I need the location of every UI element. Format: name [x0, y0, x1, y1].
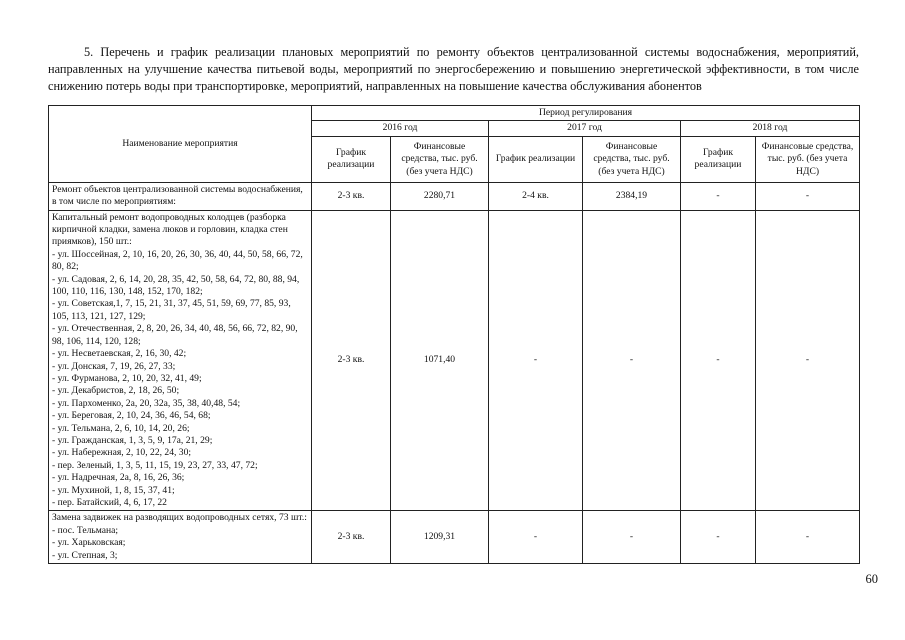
schedule-2016: 2-3 кв. — [312, 210, 391, 511]
header-activity-name: Наименование мероприятия — [49, 106, 312, 183]
table-row — [49, 511, 860, 564]
header-schedule-2017: График реализации — [489, 136, 583, 182]
activity-name: Капитальный ремонт водопроводных колодцев (разборка кирпичной кладки, замена люков и горловин, кладка стен приямков), 150 шт.: - ул. Шоссейная, 2, 10, 16, 20, 26, 30, 36, 40, 44, 50, 58, 66, 72, 80, 82; - ул. Садовая, 2, 6, 14, 20, 28, 35, 42, 50, 58, 64, 72, 80, 88, 94, 100, 110, 116, 130, 148, 152, 170, 182; - ул. Советская,1, 7, 15, 21, 31, 37, 45, 51, 59, 69, 77, 85, 93, 105, 113, 121, 127, 129; - ул. Отечественная, 2, 8, 20, 26, 34, 40, 48, 56, 66, 72, 82, 90, 98, 106, 114, 120, 128; - ул. Несветаевская, 2, 16, 30, 42; - ул. Донская, 7, 19, 26, 27, 33; - ул. Фурманова, 2, 10, 20, 32, 41, 49; - ул. Декабристов, 2, 18, 26, 50; - ул. Пархоменко, 2а, 20, 32а, 35, 38, 40,48, 54; - ул. Береговая, 2, 10, 24, 36, 46, 54, 68; - ул. Тельмана, 2, 6, 10, 14, 20, 26; - ул. Гражданская, 1, 3, 5, 9, 17а, 21, 29; - ул. Набережная, 2, 10, 22, 24, 30; - пер. Зеленый, 1, 3, 5, 11, 15, 19, 23, 27, 33, 47, 72; - ул. Надречная, 2а, 8, 16, 26, 36; - ул. Мухиной, 1, 8, 15, 37, 41; - пер. Батайский, 4, 6, 17, 22 — [49, 210, 312, 511]
header-year-2017: 2017 год — [489, 121, 681, 136]
schedule-2018: - — [681, 511, 756, 564]
header-year-2018: 2018 год — [681, 121, 860, 136]
finance-2017: - — [583, 511, 681, 564]
header-year-2016: 2016 год — [312, 121, 489, 136]
schedule-2016: 2-3 кв. — [312, 182, 391, 210]
finance-2016: 2280,71 — [391, 182, 489, 210]
finance-2017: 2384,19 — [583, 182, 681, 210]
finance-2018: - — [756, 182, 860, 210]
header-finance-2018: Финансовые средства, тыс. руб. (без учета НДС) — [756, 136, 860, 182]
header-row-period — [49, 106, 860, 121]
header-schedule-2018: График реализации — [681, 136, 756, 182]
table-row — [49, 210, 860, 511]
schedule-2017: - — [489, 511, 583, 564]
finance-2016: 1209,31 — [391, 511, 489, 564]
finance-2018: - — [756, 210, 860, 511]
activity-name: Замена задвижек на разводящих водопроводных сетях, 73 шт.: - пос. Тельмана; - ул. Харьковская; - ул. Степная, 3; — [49, 511, 312, 564]
finance-2017: - — [583, 210, 681, 511]
schedule-2017: - — [489, 210, 583, 511]
table-row — [49, 182, 860, 210]
activity-name: Ремонт объектов централизованной системы водоснабжения, в том числе по мероприятиям: — [49, 182, 312, 210]
header-schedule-2016: График реализации — [312, 136, 391, 182]
header-finance-2016: Финансовые средства, тыс. руб. (без учета НДС) — [391, 136, 489, 182]
section-heading — [48, 44, 859, 96]
page-number: 60 — [865, 572, 878, 586]
header-finance-2017: Финансовые средства, тыс. руб. (без учета НДС) — [583, 136, 681, 182]
schedule-2017: 2-4 кв. — [489, 182, 583, 210]
activities-table — [48, 105, 860, 564]
section-heading-text: 5. Перечень и график реализации плановых мероприятий по ремонту объектов централизованной системы водоснабжения, мероприятий, направленных на улучшение качества питьевой воды, мероприятий по энергосбережению и повышению энергетической эффективности, в том числе снижению потерь воды при транспортировке, мероприятий, направленных на повышение качества обслуживания абонентов — [48, 45, 859, 94]
finance-2018: - — [756, 511, 860, 564]
schedule-2018: - — [681, 182, 756, 210]
schedule-2018: - — [681, 210, 756, 511]
finance-2016: 1071,40 — [391, 210, 489, 511]
schedule-2016: 2-3 кв. — [312, 511, 391, 564]
header-period: Период регулирования — [312, 106, 860, 121]
